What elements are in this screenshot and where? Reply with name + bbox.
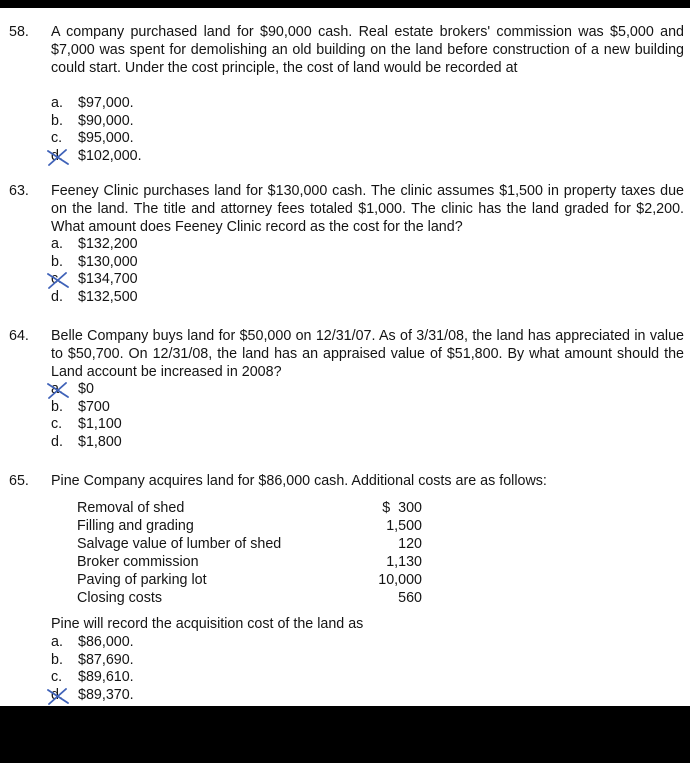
cost-row: Filling and grading 1,500	[77, 518, 422, 534]
question-number: 65.	[9, 473, 29, 489]
question-stem: A company purchased land for $90,000 cash. Real estate brokers' commission was $5,000 and $7,000 was spent for demolishing an old building on the land before construction of a new building could start. Under the cost principle, the cost of land would be recorded at	[51, 24, 684, 76]
question-stem: Feeney Clinic purchases land for $130,000 cash. The clinic assumes $1,500 in property taxes due on the land. The title and attorney fees totaled $1,000. The clinic has the land graded for $2,200. What amount does Feeney Clinic record as the cost for the land?	[51, 183, 684, 235]
question-number: 63.	[9, 183, 29, 199]
option-d[interactable]: d. $102,000.	[51, 148, 142, 166]
options-list	[51, 95, 142, 165]
cost-row: Paving of parking lot 10,000	[77, 572, 422, 588]
options-list	[51, 381, 122, 451]
option-b[interactable]: b. $87,690.	[51, 651, 134, 668]
cost-row: Salvage value of lumber of shed 120	[77, 536, 422, 552]
option-b[interactable]: b. $130,000	[51, 253, 138, 270]
answer-mark-x-icon	[45, 382, 71, 399]
options-list	[51, 236, 138, 306]
option-c[interactable]: c. $89,610.	[51, 669, 134, 685]
option-a[interactable]: a. $97,000.	[51, 95, 134, 111]
cost-row: Broker commission 1,130	[77, 554, 422, 570]
option-d[interactable]: d. $1,800	[51, 433, 122, 450]
option-b[interactable]: b. $700	[51, 398, 110, 415]
question-stem: Pine Company acquires land for $86,000 cash. Additional costs are as follows:	[51, 473, 547, 489]
question-number: 58.	[9, 24, 29, 40]
additional-costs-table	[77, 499, 422, 607]
cost-row: Closing costs 560	[77, 590, 422, 606]
document-page	[0, 8, 690, 706]
question-number: 64.	[9, 328, 29, 344]
answer-mark-x-icon	[45, 149, 71, 166]
option-c[interactable]: c. $134,700	[51, 271, 138, 289]
option-a[interactable]: a. $0	[51, 381, 122, 399]
option-c[interactable]: c. $95,000.	[51, 130, 134, 146]
question-lead: Pine will record the acquisition cost of the land as	[51, 616, 364, 632]
option-a[interactable]: a. $132,200	[51, 236, 138, 252]
answer-mark-x-icon	[45, 272, 71, 289]
bottom-black-bar	[0, 706, 690, 763]
answer-mark-x-icon	[45, 688, 71, 705]
option-c[interactable]: c. $1,100	[51, 416, 122, 432]
options-list	[51, 634, 134, 704]
option-d[interactable]: d. $132,500	[51, 288, 138, 305]
cost-row: Removal of shed $ 300	[77, 500, 422, 516]
option-d[interactable]: d. $89,370.	[51, 687, 134, 705]
question-stem: Belle Company buys land for $50,000 on 12/31/07. As of 3/31/08, the land has appreciated in value to $50,700. On 12/31/08, the land has an appraised value of $51,800. By what amount should the Land account be increased in 2008?	[51, 328, 684, 380]
option-a[interactable]: a. $86,000.	[51, 634, 134, 650]
option-b[interactable]: b. $90,000.	[51, 112, 134, 129]
